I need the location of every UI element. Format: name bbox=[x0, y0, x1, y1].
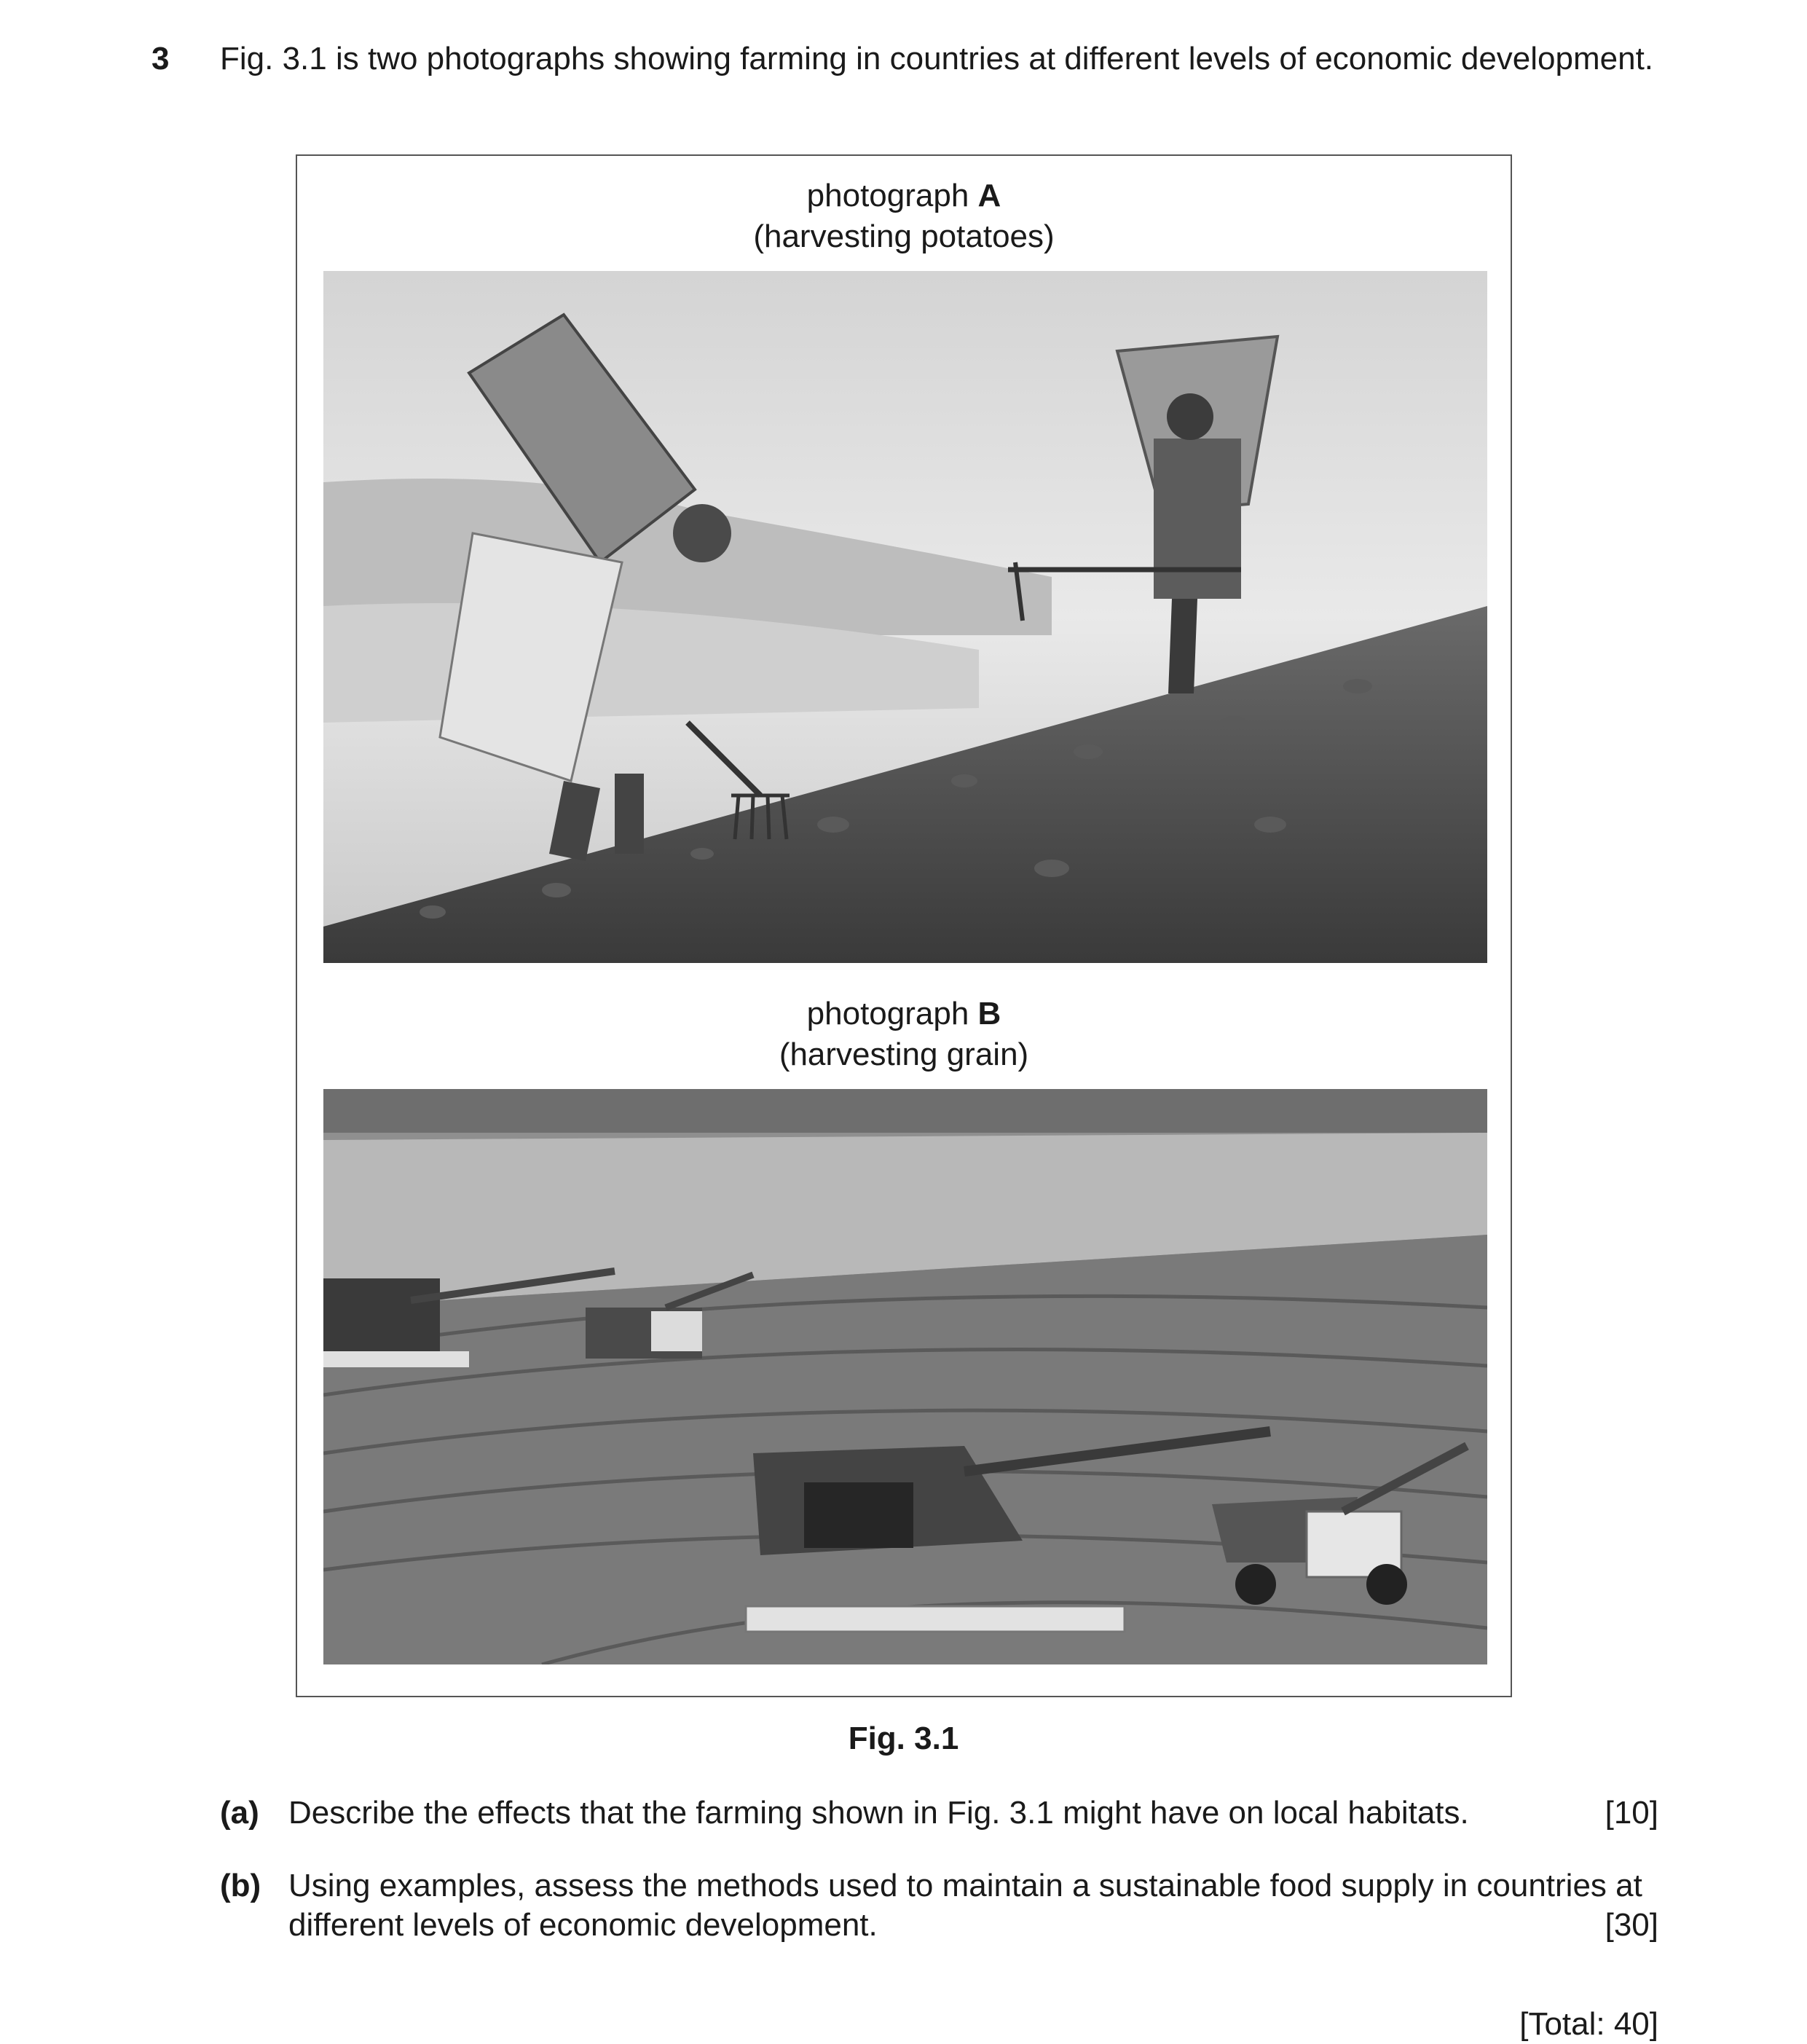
part-b-label: (b) bbox=[220, 1868, 261, 1903]
photo-a-caption bbox=[297, 176, 1511, 257]
photo-b-description: (harvesting grain) bbox=[779, 1037, 1029, 1072]
photo-a-letter: A bbox=[977, 178, 1001, 213]
photo-b-image bbox=[323, 1089, 1487, 1664]
part-b-text: Using examples, assess the methods used to maintain a sustainable food supply in countries at different levels of economic development. bbox=[288, 1868, 1642, 1943]
part-a-text: Describe the effects that the farming shown in Fig. 3.1 might have on local habitats. bbox=[288, 1795, 1469, 1831]
photo-b-letter: B bbox=[977, 996, 1001, 1031]
total-marks: [Total: 40] bbox=[1519, 2006, 1658, 2042]
part-b bbox=[220, 1866, 1658, 1954]
photo-b-label-prefix: photograph bbox=[806, 996, 978, 1031]
question-intro: Fig. 3.1 is two photographs showing farming in countries at different levels of economic development. bbox=[220, 41, 1654, 76]
part-a-label: (a) bbox=[220, 1795, 259, 1831]
part-a-marks: [10] bbox=[1605, 1795, 1658, 1831]
figure-caption: Fig. 3.1 bbox=[848, 1721, 959, 1756]
photo-a-label-prefix: photograph bbox=[806, 178, 978, 213]
photo-b-caption bbox=[297, 994, 1511, 1075]
photo-a-image bbox=[323, 271, 1487, 963]
photo-a-description: (harvesting potatoes) bbox=[753, 219, 1055, 254]
question-number: 3 bbox=[151, 41, 170, 76]
part-a bbox=[220, 1793, 1658, 1837]
part-b-marks: [30] bbox=[1605, 1907, 1658, 1943]
figure-box bbox=[296, 154, 1512, 1697]
